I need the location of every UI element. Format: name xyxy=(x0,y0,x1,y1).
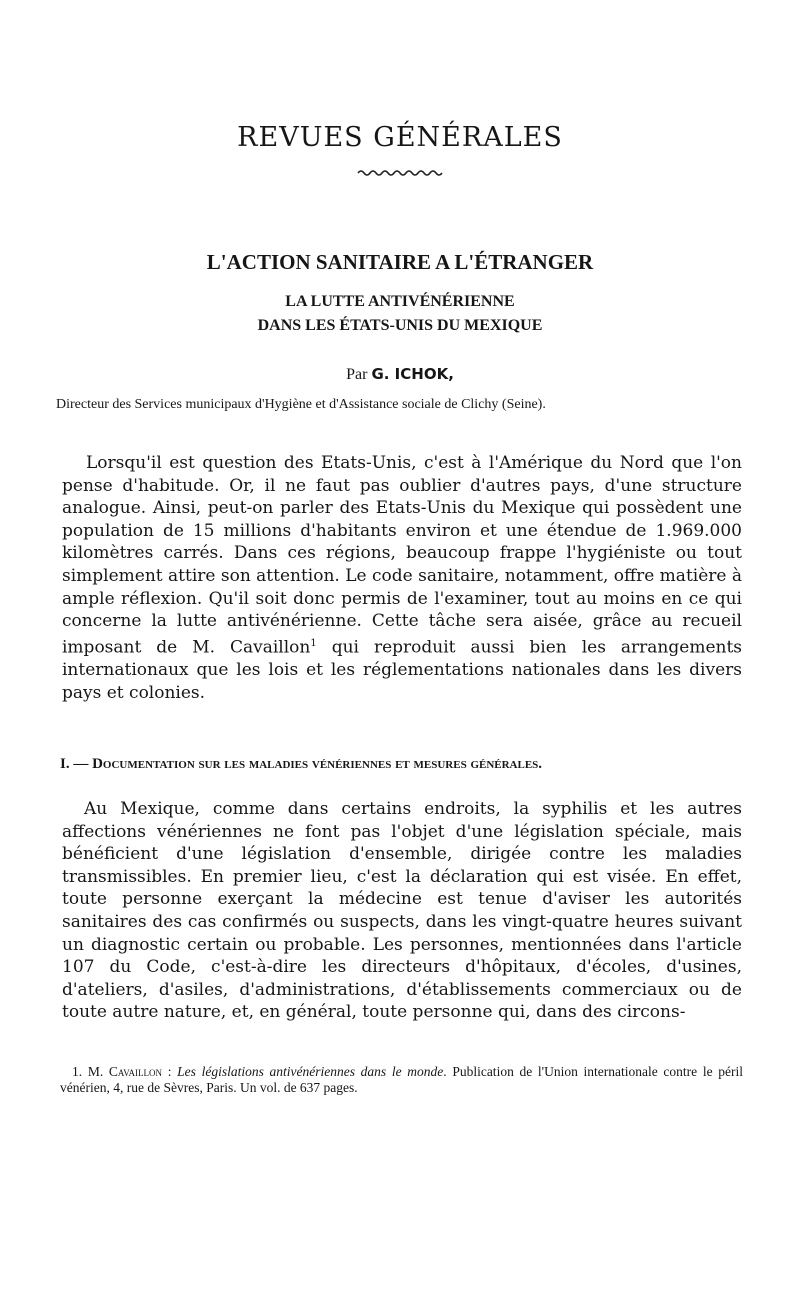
byline-prefix: Par xyxy=(346,366,368,383)
footnote xyxy=(60,1064,743,1096)
section-heading: I. — Documentation sur les maladies vénériennes et mesures générales. xyxy=(60,756,543,772)
body-paragraph: Au Mexique, comme dans certains endroits, la syphilis et les autres affections vénériennes ne font pas l'objet d'une législation spéciale, mais bénéficient d'une législation d'ensemble, dirigée contre les maladies transmissibles. En premier lieu, c'est la déclaration qui est visée. En effet, toute personne exerçant la médecine est tenue d'aviser les autorités sanitaires des cas confirmés ou suspects, dans les vingt-quatre heures suivant un diagnostic certain ou probable. Les personnes, mentionnées dans l'article 107 du Code, c'est-à-dire les directeurs d'hôpitaux, d'écoles, d'usines, d'ateliers, d'asiles, d'administrations, d'établissements commerciaux ou de toute autre nature, et, en général, toute personne qui, dans des circons- xyxy=(62,799,742,1023)
article-title: L'ACTION SANITAIRE A L'ÉTRANGER xyxy=(206,250,594,274)
footnote-number: 1. xyxy=(72,1064,83,1079)
author-affiliation: Directeur des Services municipaux d'Hygiène et d'Assistance sociale de Clichy (Seine). xyxy=(56,397,546,412)
article-subtitle-line1: LA LUTTE ANTIVÉNÉRIENNE xyxy=(285,293,515,310)
section-title: REVUES GÉNÉRALES xyxy=(237,122,563,153)
footnote-publication: . Publication de l'Union internationale contre le péril vénérien, 4, rue de Sèvres, Paris. Un vol. de 637 pages. xyxy=(60,1064,743,1095)
article-subtitle-line2: DANS LES ÉTATS-UNIS DU MEXIQUE xyxy=(257,317,543,334)
byline xyxy=(0,365,800,384)
footnote-reference: 1 xyxy=(310,637,317,649)
footnote-book-title: Les législations antivénériennes dans le monde xyxy=(177,1064,444,1079)
intro-paragraph xyxy=(62,452,742,704)
author-name: G. ICHOK, xyxy=(371,365,454,383)
footnote-author: M. Cavaillon xyxy=(87,1064,163,1079)
intro-paragraph-end: qui reproduit aussi bien les arrangements internationaux que les lois et les réglementations nationales dans les divers pays et colonies. xyxy=(62,637,743,703)
wavy-ornament-icon xyxy=(356,168,446,178)
footnote-separator: : xyxy=(162,1064,178,1079)
intro-paragraph-text: Lorsqu'il est question des Etats-Unis, c'est à l'Amérique du Nord que l'on pense d'habitude. Or, il ne faut pas oublier d'autres pays, d'une structure analogue. Ainsi, peut-on parler des Etats-Unis du Mexique qui possèdent une population de 15 millions d'habitants environ et une étendue de 1.969.000 kilomètres carrés. Dans ces régions, beaucoup frappe l'hygiéniste ou tout simplement attire son attention. Le code sanitaire, notamment, offre matière à ample réflexion. Qu'il soit donc permis de l'examiner, tout au moins en ce qui concerne la lutte antivénérienne. Cette tâche sera aisée, grâce au recueil imposant de M. Cavaillon xyxy=(62,453,742,658)
